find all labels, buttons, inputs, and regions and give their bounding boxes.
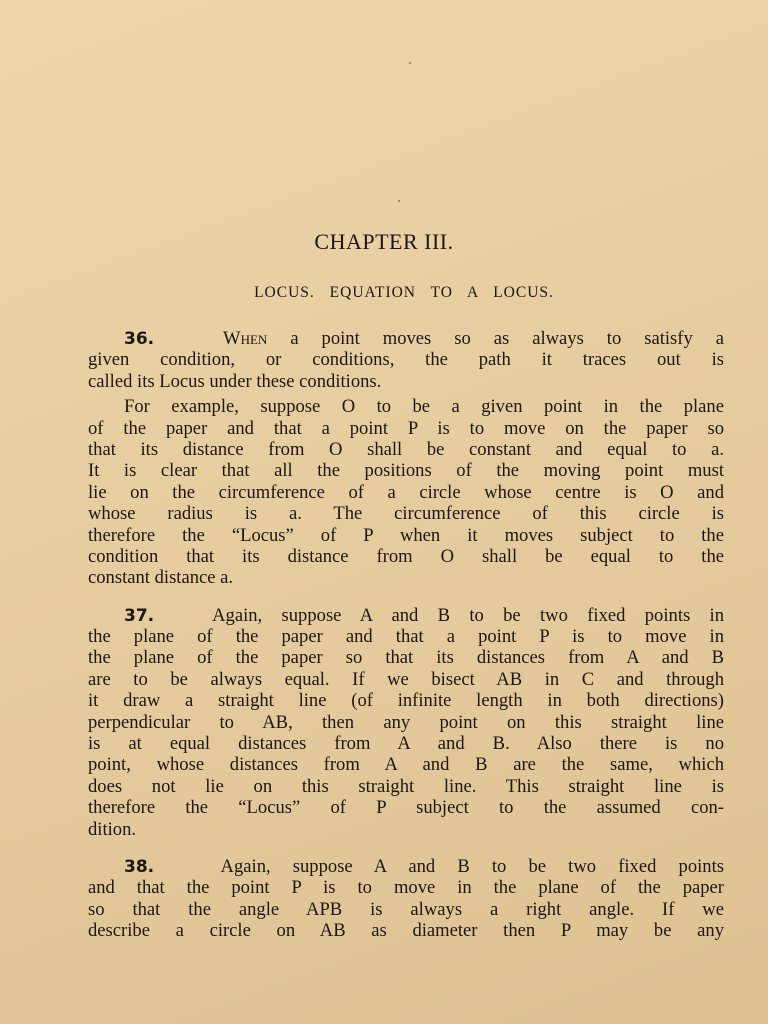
- text-line: For example, suppose O to be a given point in the plane: [124, 396, 724, 418]
- text-line: dition.: [88, 818, 137, 840]
- text-line: 37. Again, suppose A and B to be two fixed points in: [124, 604, 724, 626]
- page-speck: [409, 62, 411, 64]
- text-line: given condition, or conditions, the path it traces out is: [88, 349, 724, 371]
- text-line: condition that its distance from O shall be equal to the: [88, 545, 724, 567]
- chapter-title: CHAPTER III.: [314, 229, 454, 254]
- page-body: [88, 328, 724, 946]
- text-line: therefore the “Locus” of P subject to the assumed con-: [88, 797, 724, 819]
- article-36-example: [88, 396, 724, 589]
- text-line: are to be always equal. If we bisect AB in C and through: [88, 668, 724, 690]
- paragraph-gap: [88, 593, 724, 605]
- text-line: and that the point P is to move in the plane of the paper: [88, 877, 724, 899]
- article-number: 37.: [124, 605, 155, 626]
- text-line: describe a circle on AB as diameter then P may be any: [88, 920, 724, 942]
- text-line: so that the angle APB is always a right angle. If we: [88, 898, 724, 920]
- text-line: perpendicular to AB, then any point on this straight line: [88, 711, 724, 733]
- paragraph-gap: [88, 844, 724, 856]
- text-line: that its distance from O shall be constant and equal to a.: [88, 438, 724, 460]
- article-38: [88, 856, 724, 942]
- text-line: therefore the “Locus” of P when it moves subject to the: [88, 524, 724, 546]
- text-line: point, whose distances from A and B are the same, which: [88, 754, 724, 776]
- section-title: LOCUS. EQUATION TO A LOCUS.: [254, 284, 554, 301]
- article-number: 36.: [124, 329, 155, 349]
- article-37: [88, 605, 724, 840]
- text-line: 38. Again, suppose A and B to be two fixed points: [124, 855, 724, 877]
- text-line: It is clear that all the positions of the moving point must: [88, 460, 724, 482]
- text-line: called its Locus under these conditions.: [88, 370, 382, 392]
- text-line: the plane of the paper and that a point P is to move in: [88, 626, 724, 648]
- text-line: does not lie on this straight line. This straight line is: [88, 775, 724, 797]
- text-line: of the paper and that a point P is to move on the paper so: [88, 417, 724, 439]
- article-number: 38.: [124, 856, 155, 877]
- page-speck: [398, 200, 400, 202]
- first-word: When: [223, 328, 268, 349]
- text-line: it draw a straight line (of infinite length in both directions): [88, 690, 724, 712]
- text-line: constant distance a.: [88, 567, 234, 589]
- text-line: is at equal distances from A and B. Also there is no: [88, 733, 724, 755]
- text-line: lie on the circumference of a circle whose centre is O and: [88, 481, 724, 503]
- text-line: whose radius is a. The circumference of this circle is: [88, 503, 724, 525]
- text-line: 36. When a point moves so as always to satisfy a: [124, 328, 724, 349]
- text-line: the plane of the paper so that its distances from A and B: [88, 647, 724, 669]
- article-36: [88, 328, 724, 392]
